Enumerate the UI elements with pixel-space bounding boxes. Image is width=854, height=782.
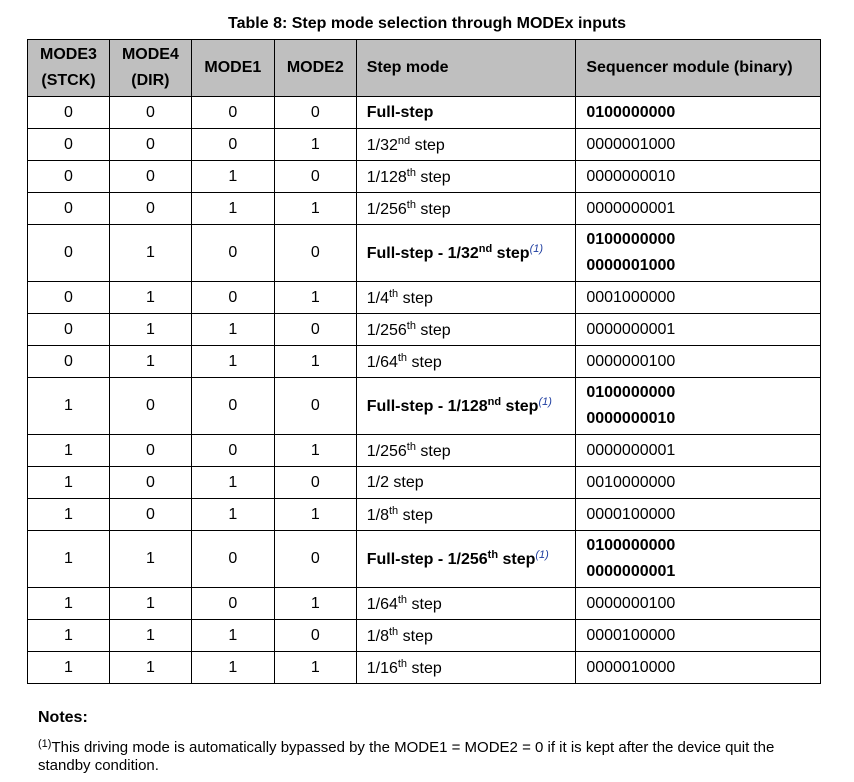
step-mode-base: Full-step - 1/256 — [366, 551, 488, 568]
header-mode2: MODE2 — [274, 40, 356, 97]
mode1-cell: 0 — [191, 435, 274, 467]
sequencer-value: 0100000000 — [586, 103, 676, 121]
mode4-cell: 1 — [109, 620, 191, 652]
mode2-cell: 0 — [274, 97, 356, 129]
step-mode-cell — [356, 282, 576, 314]
step-mode-table — [27, 39, 821, 684]
step-mode-base: 1/256 — [366, 200, 407, 218]
footnote-ref: (1) — [535, 549, 549, 561]
mode3-cell: 0 — [28, 97, 110, 129]
mode2-cell: 1 — [274, 129, 356, 161]
mode1-cell: 1 — [191, 314, 274, 346]
mode2-cell: 1 — [274, 435, 356, 467]
step-mode-cell — [356, 531, 576, 588]
step-mode-superscript: th — [388, 504, 399, 517]
step-mode-suffix: step — [415, 321, 451, 339]
mode2-cell: 0 — [274, 314, 356, 346]
sequencer-cell — [576, 161, 821, 193]
step-mode-base: 1/16 — [366, 659, 398, 677]
step-mode-suffix: step — [415, 200, 451, 218]
step-mode-superscript: nd — [487, 396, 502, 408]
mode1-cell: 1 — [191, 499, 274, 531]
step-mode-cell — [356, 97, 576, 129]
sequencer-value: 0000010000 — [586, 658, 676, 676]
mode4-cell: 0 — [109, 499, 191, 531]
mode2-cell: 0 — [274, 531, 356, 588]
mode2-cell: 0 — [274, 467, 356, 499]
mode4-cell: 1 — [109, 588, 191, 620]
mode3-cell: 1 — [28, 531, 110, 588]
mode3-cell: 0 — [28, 282, 110, 314]
mode3-cell: 1 — [28, 588, 110, 620]
mode4-cell: 0 — [109, 467, 191, 499]
mode4-cell: 1 — [109, 346, 191, 378]
sequencer-cell — [576, 97, 821, 129]
step-mode-superscript: nd — [397, 134, 411, 147]
sequencer-cell — [576, 531, 821, 588]
mode2-cell: 1 — [274, 588, 356, 620]
sequencer-value: 0000000001 — [586, 320, 676, 338]
step-mode-suffix: step — [415, 168, 451, 186]
step-mode-cell — [356, 499, 576, 531]
table-row — [28, 378, 821, 435]
mode1-cell: 1 — [191, 346, 274, 378]
table-row — [28, 193, 821, 225]
step-mode-superscript: th — [406, 319, 416, 332]
table-row — [28, 499, 821, 531]
mode4-cell: 1 — [109, 652, 191, 684]
mode1-cell: 0 — [191, 129, 274, 161]
mode1-cell: 1 — [191, 652, 274, 684]
step-mode-cell — [356, 467, 576, 499]
step-mode-cell — [356, 378, 576, 435]
step-mode-suffix: step — [501, 398, 539, 415]
step-mode-base: 1/256 — [366, 321, 407, 339]
sequencer-value: 0010000000 — [586, 473, 676, 491]
sequencer-value: 0000000001 — [586, 563, 676, 580]
table-row — [28, 282, 821, 314]
sequencer-value: 0000000010 — [586, 410, 676, 427]
sequencer-value: 0000001000 — [586, 135, 676, 153]
footnote-ref: (1) — [529, 243, 544, 255]
sequencer-value: 0000100000 — [586, 505, 676, 523]
sequencer-value: 0001000000 — [586, 288, 676, 306]
mode4-cell: 0 — [109, 193, 191, 225]
mode1-cell: 1 — [191, 161, 274, 193]
table-row — [28, 161, 821, 193]
mode2-cell: 1 — [274, 193, 356, 225]
sequencer-value: 0000000010 — [586, 167, 676, 185]
step-mode-base: 1/2 step — [366, 473, 424, 491]
header-row — [28, 40, 821, 97]
step-mode-cell — [356, 225, 576, 282]
sequencer-cell — [576, 282, 821, 314]
sequencer-cell — [576, 129, 821, 161]
step-mode-suffix: step — [407, 353, 442, 371]
header-mode4 — [109, 40, 191, 97]
mode4-cell: 1 — [109, 225, 191, 282]
mode1-cell: 1 — [191, 620, 274, 652]
step-mode-suffix: step — [407, 659, 442, 677]
notes-ref: (1) — [38, 738, 52, 750]
mode4-cell: 1 — [109, 314, 191, 346]
step-mode-superscript: th — [397, 351, 408, 364]
table-row — [28, 97, 821, 129]
step-mode-base: 1/8 — [366, 506, 389, 524]
footnote-ref: (1) — [538, 396, 552, 408]
header-step-mode: Step mode — [356, 40, 576, 97]
header-mode4-line2: (DIR) — [131, 72, 170, 89]
step-mode-base: Full-step — [366, 103, 434, 121]
step-mode-suffix: step — [410, 136, 445, 154]
step-mode-base: Full-step - 1/128 — [366, 398, 488, 415]
sequencer-value: 0000000100 — [586, 594, 676, 612]
notes-text — [38, 735, 828, 775]
notes-heading: Notes: — [38, 709, 88, 726]
sequencer-value: 0000000001 — [586, 441, 676, 459]
header-mode1: MODE1 — [191, 40, 274, 97]
table-title: Table 8: Step mode selection through MODEx inputs — [228, 15, 626, 32]
mode3-cell: 0 — [28, 161, 110, 193]
header-mode3-line1: MODE3 — [40, 46, 97, 63]
step-mode-superscript: th — [487, 549, 499, 561]
mode1-cell: 0 — [191, 97, 274, 129]
mode3-cell: 0 — [28, 314, 110, 346]
sequencer-cell — [576, 620, 821, 652]
sequencer-cell — [576, 193, 821, 225]
table-header — [28, 40, 821, 97]
mode3-cell: 0 — [28, 225, 110, 282]
mode2-cell: 1 — [274, 282, 356, 314]
mode1-cell: 0 — [191, 588, 274, 620]
step-mode-suffix: step — [398, 289, 433, 307]
step-mode-base: 1/4 — [366, 289, 389, 307]
sequencer-cell — [576, 346, 821, 378]
mode4-cell: 0 — [109, 378, 191, 435]
mode3-cell: 1 — [28, 435, 110, 467]
mode1-cell: 0 — [191, 531, 274, 588]
mode2-cell: 1 — [274, 499, 356, 531]
step-mode-superscript: th — [406, 198, 416, 211]
mode1-cell: 0 — [191, 225, 274, 282]
table-row — [28, 129, 821, 161]
sequencer-cell — [576, 499, 821, 531]
table-row — [28, 435, 821, 467]
step-mode-superscript: th — [388, 625, 399, 638]
table-row — [28, 620, 821, 652]
header-sequencer: Sequencer module (binary) — [576, 40, 821, 97]
step-mode-base: 1/32 — [366, 136, 398, 154]
table-row — [28, 588, 821, 620]
step-mode-base: Full-step - 1/32 — [366, 245, 479, 262]
step-mode-superscript: th — [397, 593, 408, 606]
sequencer-cell — [576, 378, 821, 435]
mode2-cell: 0 — [274, 620, 356, 652]
mode4-cell: 0 — [109, 161, 191, 193]
sequencer-cell — [576, 225, 821, 282]
sequencer-cell — [576, 435, 821, 467]
sequencer-value: 0100000000 — [586, 537, 676, 554]
mode3-cell: 1 — [28, 378, 110, 435]
notes-body: This driving mode is automatically bypassed by the MODE1 = MODE2 = 0 if it is kept after the device quit the standby condition. — [38, 739, 775, 774]
step-mode-suffix: step — [498, 551, 536, 568]
mode1-cell: 0 — [191, 378, 274, 435]
table-row — [28, 467, 821, 499]
step-mode-cell — [356, 435, 576, 467]
header-mode3 — [28, 40, 110, 97]
step-mode-suffix: step — [398, 506, 433, 524]
mode4-cell: 1 — [109, 282, 191, 314]
sequencer-value: 0100000000 — [586, 231, 676, 248]
sequencer-cell — [576, 467, 821, 499]
step-mode-base: 1/256 — [366, 442, 407, 460]
mode4-cell: 0 — [109, 435, 191, 467]
mode3-cell: 1 — [28, 467, 110, 499]
step-mode-cell — [356, 161, 576, 193]
step-mode-superscript: th — [388, 287, 399, 300]
sequencer-cell — [576, 588, 821, 620]
sequencer-cell — [576, 652, 821, 684]
table-row — [28, 531, 821, 588]
step-mode-base: 1/128 — [366, 168, 407, 186]
mode2-cell: 0 — [274, 378, 356, 435]
step-mode-cell — [356, 588, 576, 620]
mode2-cell: 1 — [274, 346, 356, 378]
step-mode-suffix: step — [492, 245, 530, 262]
table-row — [28, 346, 821, 378]
mode3-cell: 1 — [28, 652, 110, 684]
mode1-cell: 1 — [191, 467, 274, 499]
mode3-cell: 0 — [28, 129, 110, 161]
table-row — [28, 314, 821, 346]
sequencer-value: 0100000000 — [586, 384, 676, 401]
table-row — [28, 652, 821, 684]
step-mode-cell — [356, 652, 576, 684]
step-mode-base: 1/8 — [366, 627, 389, 645]
sequencer-cell — [576, 314, 821, 346]
step-mode-base: 1/64 — [366, 595, 398, 613]
sequencer-value: 0000000100 — [586, 352, 676, 370]
step-mode-cell — [356, 314, 576, 346]
mode3-cell: 0 — [28, 346, 110, 378]
sequencer-value: 0000100000 — [586, 626, 676, 644]
header-mode3-line2: (STCK) — [41, 72, 96, 89]
header-mode4-line1: MODE4 — [121, 46, 179, 63]
step-mode-cell — [356, 346, 576, 378]
table-body — [28, 97, 821, 684]
step-mode-superscript: nd — [478, 243, 493, 255]
step-mode-base: 1/64 — [366, 353, 398, 371]
sequencer-value: 0000001000 — [586, 257, 676, 274]
mode2-cell: 0 — [274, 161, 356, 193]
mode3-cell: 1 — [28, 620, 110, 652]
mode1-cell: 1 — [191, 193, 274, 225]
step-mode-suffix: step — [415, 442, 451, 460]
mode2-cell: 0 — [274, 225, 356, 282]
mode4-cell: 1 — [109, 531, 191, 588]
step-mode-cell — [356, 620, 576, 652]
mode2-cell: 1 — [274, 652, 356, 684]
table-row — [28, 225, 821, 282]
step-mode-superscript: th — [397, 657, 408, 670]
step-mode-cell — [356, 193, 576, 225]
mode4-cell: 0 — [109, 97, 191, 129]
step-mode-cell — [356, 129, 576, 161]
mode3-cell: 1 — [28, 499, 110, 531]
step-mode-suffix: step — [398, 627, 433, 645]
sequencer-value: 0000000001 — [586, 199, 676, 217]
mode1-cell: 0 — [191, 282, 274, 314]
step-mode-superscript: th — [406, 440, 416, 453]
step-mode-superscript: th — [406, 166, 416, 179]
step-mode-suffix: step — [407, 595, 442, 613]
mode3-cell: 0 — [28, 193, 110, 225]
mode4-cell: 0 — [109, 129, 191, 161]
